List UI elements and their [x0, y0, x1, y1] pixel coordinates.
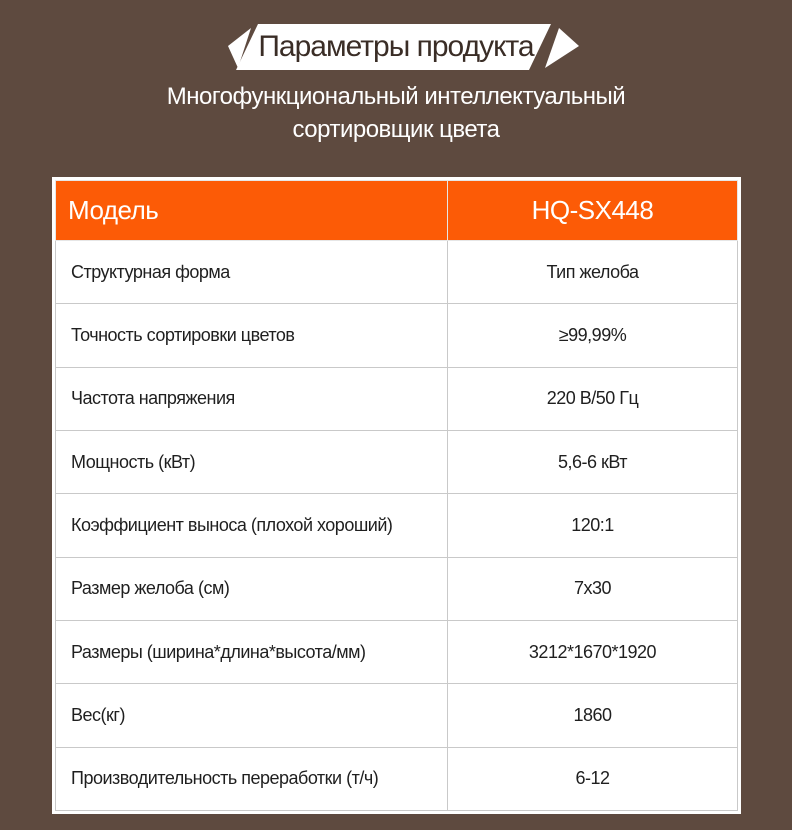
spec-table-card [52, 177, 741, 814]
row-label: Вес(кг) [56, 684, 448, 747]
page-subtitle [0, 80, 792, 146]
row-value: 6-12 [448, 747, 738, 810]
row-value: 1860 [448, 684, 738, 747]
row-label: Мощность (кВт) [56, 430, 448, 493]
row-label: Производительность переработки (т/ч) [56, 747, 448, 810]
row-label: Размеры (ширина*длина*высота/мм) [56, 620, 448, 683]
row-label: Размер желоба (см) [56, 557, 448, 620]
row-label: Коэффициент выноса (плохой хороший) [56, 494, 448, 557]
table-row [56, 747, 738, 810]
table-row [56, 367, 738, 430]
subtitle-line-2: сортировщик цвета [292, 116, 500, 143]
spec-table [55, 180, 738, 811]
table-header-row [56, 181, 738, 241]
header-label-cell: Модель [56, 181, 448, 241]
table-row [56, 241, 738, 304]
row-value: 120:1 [448, 494, 738, 557]
subtitle-line-1: Многофункциональный интеллектуальный [166, 83, 626, 110]
row-value: Тип желоба [448, 241, 738, 304]
row-value: 7x30 [448, 557, 738, 620]
table-row [56, 494, 738, 557]
table-row [56, 557, 738, 620]
title-banner [0, 24, 792, 70]
row-label: Точность сортировки цветов [56, 304, 448, 367]
table-row [56, 430, 738, 493]
table-row [56, 684, 738, 747]
row-value: 5,6-6 кВт [448, 430, 738, 493]
page-title: Параметры продукта [258, 30, 534, 63]
row-label: Частота напряжения [56, 367, 448, 430]
row-value: 220 В/50 Гц [448, 367, 738, 430]
row-label: Структурная форма [56, 241, 448, 304]
row-value: 3212*1670*1920 [448, 620, 738, 683]
header-value-cell: HQ-SX448 [448, 181, 738, 241]
table-row [56, 304, 738, 367]
table-row [56, 620, 738, 683]
row-value: ≥99,99% [448, 304, 738, 367]
